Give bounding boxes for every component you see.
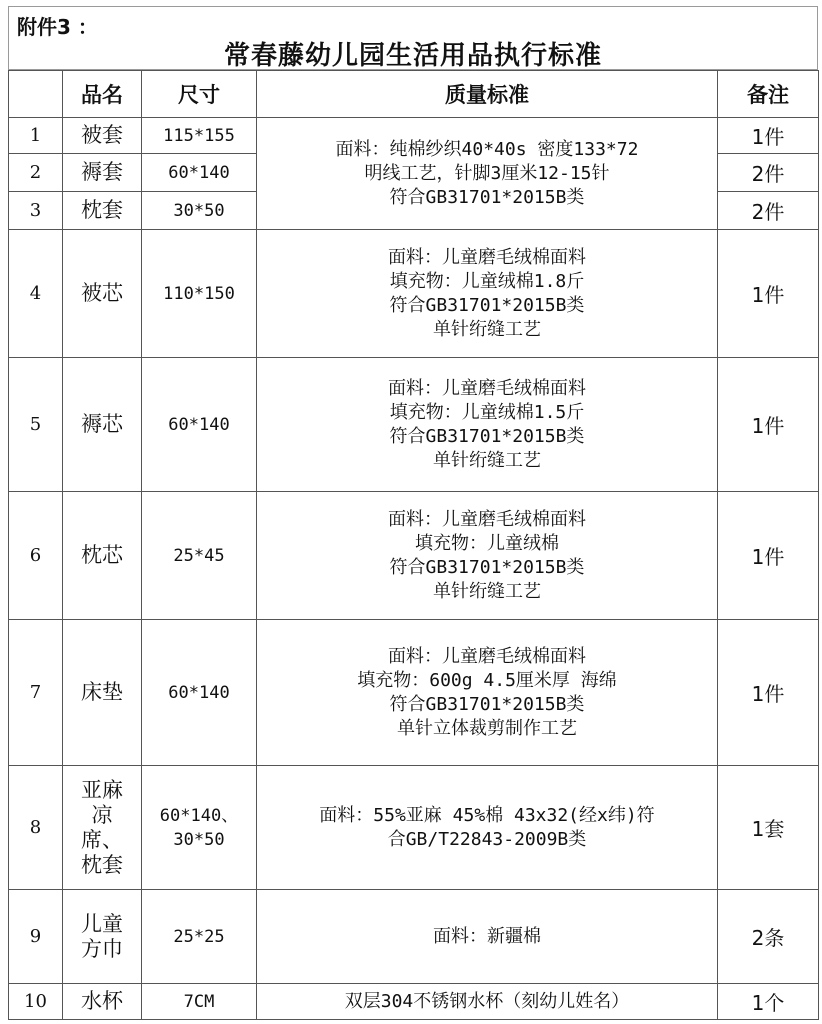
table-row [9,890,819,984]
item-name: 水杯 [63,984,142,1020]
item-name-line: 亚麻 [81,777,123,802]
standard-line: 填充物：儿童绒棉1.5斤 [389,401,585,423]
item-name: 枕套 [63,192,142,230]
standard-line: 符合GB31701*2015B类 [389,556,585,578]
item-note: 2件 [718,154,819,192]
item-note: 1件 [718,118,819,154]
standard-line: 双层304不锈钢水杯（刻幼儿姓名） [344,990,630,1012]
table-row [9,230,819,358]
row-number: 9 [9,890,63,984]
standard-line: 面料：儿童磨毛绒棉面料 [388,508,586,530]
col-header-size: 尺寸 [142,71,257,118]
standard-line: 面料：儿童磨毛绒棉面料 [388,246,586,268]
item-size: 60*140 [142,358,257,492]
item-size [142,766,257,890]
standards-table [8,70,819,1020]
row-number: 7 [9,620,63,766]
col-header-standard: 质量标准 [257,71,718,118]
item-size-line: 60*140、 [159,805,239,826]
col-header-name: 品名 [63,71,142,118]
standard-line: 符合GB31701*2015B类 [389,425,585,447]
item-note: 2件 [718,192,819,230]
standard-line: 单针绗缝工艺 [433,449,541,471]
standard-line: 明线工艺，针脚3厘米12-15针 [364,162,610,184]
item-note: 2条 [718,890,819,984]
item-name [63,890,142,984]
quality-standard [257,890,718,984]
attachment-label: 附件3 ： [17,15,98,39]
standard-line: 单针绗缝工艺 [433,580,541,602]
item-note: 1个 [718,984,819,1020]
quality-standard [257,766,718,890]
standard-line: 符合GB31701*2015B类 [389,186,585,208]
item-size: 25*45 [142,492,257,620]
row-number: 6 [9,492,63,620]
item-size: 30*50 [142,192,257,230]
row-number: 10 [9,984,63,1020]
item-name: 褥套 [63,154,142,192]
item-size: 60*140 [142,154,257,192]
item-size: 25*25 [142,890,257,984]
row-number: 3 [9,192,63,230]
standard-line: 面料：55%亚麻 45%棉 43x32(经x纬)符 [319,804,655,826]
table-header-row [9,71,819,118]
item-name-line: 席、 [81,827,123,852]
standard-line: 符合GB31701*2015B类 [389,294,585,316]
row-number: 5 [9,358,63,492]
table-row [9,620,819,766]
document-sheet [8,6,818,1018]
item-name-line: 枕套 [81,852,123,877]
row-number: 8 [9,766,63,890]
col-header-note: 备注 [718,71,819,118]
item-name: 枕芯 [63,492,142,620]
quality-standard [257,984,718,1020]
standard-line: 填充物：儿童绒棉1.8斤 [389,270,585,292]
item-name: 被芯 [63,230,142,358]
standard-line: 面料：儿童磨毛绒棉面料 [388,645,586,667]
item-note: 1件 [718,492,819,620]
item-note: 1件 [718,358,819,492]
item-size: 110*150 [142,230,257,358]
standard-line: 单针绗缝工艺 [433,318,541,340]
row-number: 1 [9,118,63,154]
standard-line: 合GB/T22843-2009B类 [387,828,587,850]
quality-standard-covers [257,118,718,230]
item-name: 被套 [63,118,142,154]
standard-line: 面料：新疆棉 [433,925,541,947]
quality-standard [257,620,718,766]
standard-line: 面料：儿童磨毛绒棉面料 [388,377,586,399]
item-note: 1套 [718,766,819,890]
table-row [9,984,819,1020]
item-size: 7CM [142,984,257,1020]
standard-line: 面料：纯棉纱织40*40s 密度133*72 [335,138,639,160]
item-note: 1件 [718,230,819,358]
quality-standard [257,492,718,620]
table-row [9,766,819,890]
item-size-line: 30*50 [173,829,225,850]
col-header-no [9,71,63,118]
standard-line: 单针立体裁剪制作工艺 [397,717,577,739]
row-number: 4 [9,230,63,358]
standard-line: 填充物：600g 4.5厘米厚 海绵 [357,669,617,691]
table-row [9,358,819,492]
item-size: 115*155 [142,118,257,154]
item-name-line: 凉 [91,802,113,827]
item-note: 1件 [718,620,819,766]
table-row [9,492,819,620]
quality-standard [257,358,718,492]
item-size: 60*140 [142,620,257,766]
page-title: 常春藤幼儿园生活用品执行标准 [223,41,602,71]
item-name-line: 方巾 [81,936,123,961]
document-header [8,6,818,70]
quality-standard [257,230,718,358]
item-name: 褥芯 [63,358,142,492]
standard-line: 填充物：儿童绒棉 [415,532,559,554]
item-name: 床垫 [63,620,142,766]
standard-line: 符合GB31701*2015B类 [389,693,585,715]
table-row [9,118,819,154]
item-name-line: 儿童 [81,911,123,936]
item-name [63,766,142,890]
row-number: 2 [9,154,63,192]
